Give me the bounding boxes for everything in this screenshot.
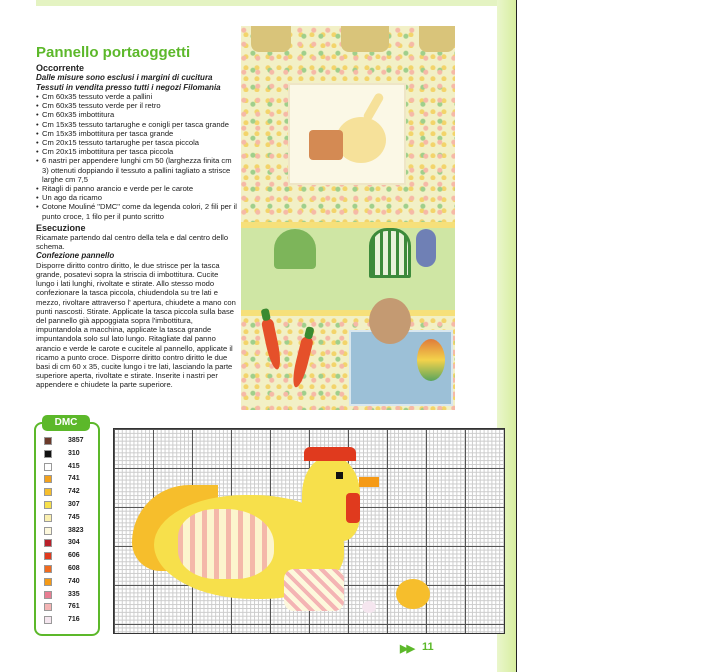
hanging-ribbon [341, 26, 389, 52]
materials-list [36, 92, 238, 221]
color-swatch [44, 488, 52, 496]
hanging-ribbon [251, 26, 291, 52]
materials-item: • Cm 15x35 tessuto tartarughe e conigli per tasca grande [36, 120, 238, 129]
materials-item: • Cm 15x35 imbottitura per tasca grande [36, 129, 238, 138]
occorrente-heading: Occorrente [36, 63, 85, 73]
teddy-bear [369, 298, 411, 344]
confezione-text: Disporre diritto contro diritto, le due strisce per la tasca grande, posatevi sopra la striscia di imbottitura. Cucite lungo i lati lunghi, rivoltate e stirate. Allo stesso modo confezionare la tasca piccola, chiudendola su tre lati e mezzo, rivoltare attraverso l' apertura, chiudete a mano con punti nascosti. Stirate. Applicate la tasca piccola sulla base del pannello già appoggiata sopra l'imbottitura, impuntandola a macchina, applicate la tasca grande impuntandola solo sul lato lungo. Ritagliate dal panno arancio e verde le carote e cucitele al pannello, applicate il ricamo a punto croce. Disporre diritto contro diritto le due basi di cm 60 x 35, cucite lungo i tre lati, lasciando la parte superiore aperta, rivoltate e stirate. Inserite i nastri per appendere e chiudete la parte superiore. [36, 260, 236, 390]
hen-checked-patch [284, 569, 344, 611]
chick [396, 579, 430, 609]
dmc-code: 335 [68, 590, 80, 598]
legend-title: DMC [42, 415, 90, 431]
bunny-embroidery [336, 117, 386, 163]
hen-eye [336, 472, 343, 479]
dmc-code: 304 [68, 539, 80, 547]
cage-motif [369, 228, 411, 278]
dmc-legend [34, 417, 100, 636]
materials-item: • Cotone Mouliné "DMC" come da legenda colori, 2 fili per il punto croce, 1 filo per il punto scritto [36, 202, 238, 220]
materials-item: • Cm 60x35 tessuto verde a pallini [36, 92, 238, 101]
dmc-code: 310 [68, 449, 80, 457]
article-text-column [36, 44, 238, 390]
color-swatch [44, 603, 52, 611]
occorrente-note-1: Dalle misure sono esclusi i margini di cucitura [36, 73, 213, 82]
hanging-ribbon [419, 26, 455, 52]
dmc-code: 3823 [68, 526, 84, 534]
materials-item: • Cm 20x15 tessuto tartarughe per tasca piccola [36, 138, 238, 147]
dmc-code: 740 [68, 577, 80, 585]
materials-item: • Cm 60x35 tessuto verde per il retro [36, 101, 238, 110]
next-arrows-icon: ▶▶ [400, 643, 413, 655]
dmc-code: 741 [68, 475, 80, 483]
color-swatch [44, 450, 52, 458]
materials-item: • Ritagli di panno arancio e verde per le carote [36, 184, 238, 193]
dmc-code: 415 [68, 462, 80, 470]
materials-item: • Cm 20x15 imbottitura per tasca piccola [36, 147, 238, 156]
dmc-code: 716 [68, 616, 80, 624]
turtle-motif [274, 229, 316, 269]
dmc-code: 761 [68, 603, 80, 611]
article-title: Pannello portaoggetti [36, 44, 191, 61]
materials-item: • 6 nastri per appendere lunghi cm 50 (larghezza finita cm 3) ottenuti doppiando il tessuto a pallini tagliato a strisce larghe cm 7,5 [36, 156, 238, 184]
dmc-code: 606 [68, 552, 80, 560]
carrot-shape [290, 335, 314, 388]
top-green-band [36, 0, 497, 6]
carrot-shape [261, 317, 284, 370]
hen-comb [304, 447, 356, 461]
color-swatch [44, 591, 52, 599]
blank-margin [517, 0, 720, 672]
color-swatch [44, 437, 52, 445]
finished-panel-photo [241, 26, 455, 410]
basket-embroidery [309, 130, 343, 160]
hen-wing [178, 509, 274, 579]
color-swatch [44, 475, 52, 483]
rabbit-motif [416, 229, 436, 267]
color-swatch [44, 501, 52, 509]
page-number: 11 [422, 641, 434, 653]
materials-item: • Un ago da ricamo [36, 193, 238, 202]
color-swatch [44, 552, 52, 560]
color-swatch [44, 578, 52, 586]
color-swatch [44, 565, 52, 573]
small-heart [362, 601, 376, 613]
dmc-code: 3857 [68, 437, 84, 444]
hen-beak [359, 477, 379, 487]
color-swatch [44, 463, 52, 471]
dmc-code: 608 [68, 565, 80, 572]
color-swatch [44, 616, 52, 624]
dmc-code: 742 [68, 488, 80, 496]
cross-stitch-chart [113, 428, 505, 634]
color-swatch [44, 514, 52, 522]
occorrente-note-2: Tessuti in vendita presso tutti i negozi Filomania [36, 82, 221, 92]
color-swatch [44, 539, 52, 547]
confezione-heading: Confezione pannello [36, 251, 115, 261]
egg-motif [417, 339, 445, 381]
esecuzione-heading: Esecuzione [36, 222, 86, 233]
esecuzione-text: Ricamate partendo dal centro della tela e dal centro dello schema. [36, 232, 229, 252]
color-swatch [44, 527, 52, 535]
hen-wattle [346, 493, 360, 523]
dmc-code: 745 [68, 513, 80, 521]
materials-item: • Cm 60x35 imbottitura [36, 110, 238, 119]
dmc-code: 307 [68, 501, 80, 508]
